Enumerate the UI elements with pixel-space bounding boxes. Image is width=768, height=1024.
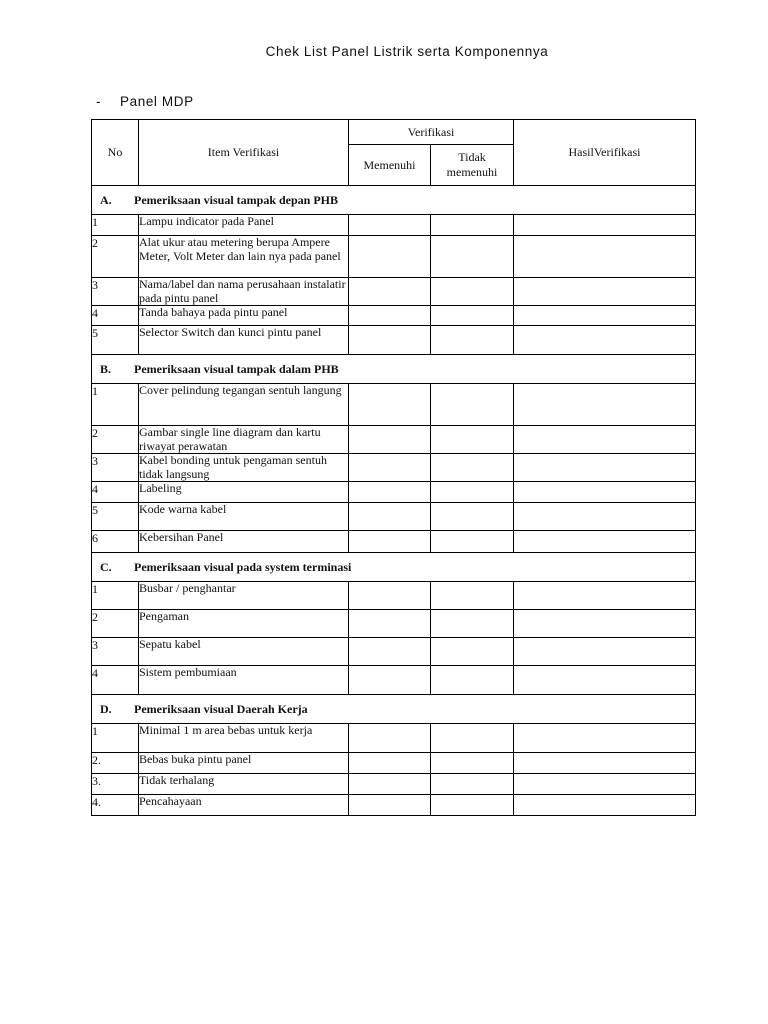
- tidak-memenuhi-cell[interactable]: [431, 774, 514, 795]
- hasil-verifikasi-cell[interactable]: [514, 326, 696, 355]
- memenuhi-cell[interactable]: [349, 236, 431, 278]
- section-title: Pemeriksaan visual Daerah Kerja: [134, 701, 308, 716]
- tidak-memenuhi-cell[interactable]: [431, 795, 514, 816]
- header-item: Item Verifikasi: [139, 120, 349, 186]
- row-number: 6: [92, 531, 139, 553]
- subtitle-text: Panel MDP: [120, 94, 194, 109]
- memenuhi-cell[interactable]: [349, 666, 431, 695]
- tidak-memenuhi-cell[interactable]: [431, 582, 514, 610]
- document-title: Chek List Panel Listrik serta Komponennya: [265, 44, 549, 59]
- subtitle-bullet: -: [96, 94, 102, 109]
- section-letter: D.: [100, 701, 112, 716]
- panel-subtitle: [96, 94, 194, 109]
- tidak-memenuhi-cell[interactable]: [431, 482, 514, 503]
- row-number: 3: [92, 454, 139, 482]
- memenuhi-cell[interactable]: [349, 638, 431, 666]
- section-letter: C.: [100, 559, 112, 574]
- hasil-verifikasi-cell[interactable]: [514, 278, 696, 306]
- row-number: 3: [92, 638, 139, 666]
- memenuhi-cell[interactable]: [349, 426, 431, 454]
- tidak-memenuhi-cell[interactable]: [431, 326, 514, 355]
- hasil-verifikasi-cell[interactable]: [514, 638, 696, 666]
- tidak-memenuhi-cell[interactable]: [431, 753, 514, 774]
- section-title: Pemeriksaan visual tampak depan PHB: [134, 192, 339, 207]
- table-row: [92, 454, 696, 482]
- tidak-memenuhi-cell[interactable]: [431, 426, 514, 454]
- tidak-memenuhi-cell[interactable]: [431, 638, 514, 666]
- row-item: Nama/label dan nama perusahaan instalatir pada pintu panel: [139, 278, 349, 306]
- memenuhi-cell[interactable]: [349, 774, 431, 795]
- hasil-verifikasi-cell[interactable]: [514, 582, 696, 610]
- header-tidak-memenuhi: [431, 145, 514, 186]
- row-number: 3.: [92, 774, 139, 795]
- section-header: [92, 186, 696, 215]
- section-row: [92, 553, 696, 582]
- table-row: [92, 724, 696, 753]
- memenuhi-cell[interactable]: [349, 454, 431, 482]
- header-tidak-line2: memenuhi: [446, 165, 498, 179]
- row-number: 1: [92, 384, 139, 426]
- tidak-memenuhi-cell[interactable]: [431, 503, 514, 531]
- table-row: [92, 531, 696, 553]
- hasil-verifikasi-cell[interactable]: [514, 384, 696, 426]
- tidak-memenuhi-cell[interactable]: [431, 236, 514, 278]
- memenuhi-cell[interactable]: [349, 610, 431, 638]
- row-item: Lampu indicator pada Panel: [139, 215, 349, 236]
- hasil-verifikasi-cell[interactable]: [514, 753, 696, 774]
- hasil-verifikasi-cell[interactable]: [514, 531, 696, 553]
- hasil-verifikasi-cell[interactable]: [514, 503, 696, 531]
- tidak-memenuhi-cell[interactable]: [431, 531, 514, 553]
- table-row: [92, 278, 696, 306]
- header-row-top: [92, 120, 696, 145]
- row-item: Kode warna kabel: [139, 503, 349, 531]
- table-row: [92, 638, 696, 666]
- row-number: 4: [92, 306, 139, 326]
- hasil-verifikasi-cell[interactable]: [514, 724, 696, 753]
- memenuhi-cell[interactable]: [349, 384, 431, 426]
- header-memenuhi: Memenuhi: [349, 145, 431, 186]
- row-number: 4.: [92, 795, 139, 816]
- row-item: Busbar / penghantar: [139, 582, 349, 610]
- row-item: Kabel bonding untuk pengaman sentuh tidak langsung: [139, 454, 349, 482]
- row-item: Sistem pembumiaan: [139, 666, 349, 695]
- row-number: 4: [92, 482, 139, 503]
- row-item: Pengaman: [139, 610, 349, 638]
- checklist-table: [91, 119, 696, 816]
- table-row: [92, 306, 696, 326]
- row-item: Kebersihan Panel: [139, 531, 349, 553]
- table-row: [92, 666, 696, 695]
- row-item: Minimal 1 m area bebas untuk kerja: [139, 724, 349, 753]
- row-item: Selector Switch dan kunci pintu panel: [139, 326, 349, 355]
- table-row: [92, 503, 696, 531]
- section-header: [92, 695, 696, 724]
- table-row: [92, 610, 696, 638]
- row-item: Tanda bahaya pada pintu panel: [139, 306, 349, 326]
- table-row: [92, 753, 696, 774]
- row-item: Labeling: [139, 482, 349, 503]
- table-row: [92, 236, 696, 278]
- tidak-memenuhi-cell[interactable]: [431, 384, 514, 426]
- section-row: [92, 186, 696, 215]
- tidak-memenuhi-cell[interactable]: [431, 610, 514, 638]
- table-row: [92, 326, 696, 355]
- hasil-verifikasi-cell[interactable]: [514, 236, 696, 278]
- header-hasil: HasilVerifikasi: [514, 120, 696, 186]
- hasil-verifikasi-cell[interactable]: [514, 610, 696, 638]
- hasil-verifikasi-cell[interactable]: [514, 215, 696, 236]
- row-number: 4: [92, 666, 139, 695]
- row-number: 2: [92, 426, 139, 454]
- table-row: [92, 482, 696, 503]
- memenuhi-cell[interactable]: [349, 582, 431, 610]
- tidak-memenuhi-cell[interactable]: [431, 215, 514, 236]
- hasil-verifikasi-cell[interactable]: [514, 306, 696, 326]
- memenuhi-cell[interactable]: [349, 724, 431, 753]
- memenuhi-cell[interactable]: [349, 215, 431, 236]
- row-number: 1: [92, 582, 139, 610]
- row-item: Sepatu kabel: [139, 638, 349, 666]
- section-header: [92, 553, 696, 582]
- section-letter: B.: [100, 361, 112, 376]
- section-header: [92, 355, 696, 384]
- tidak-memenuhi-cell[interactable]: [431, 666, 514, 695]
- row-number: 3: [92, 278, 139, 306]
- header-verifikasi: Verifikasi: [349, 120, 514, 145]
- table-row: [92, 215, 696, 236]
- memenuhi-cell[interactable]: [349, 531, 431, 553]
- tidak-memenuhi-cell[interactable]: [431, 724, 514, 753]
- tidak-memenuhi-cell[interactable]: [431, 306, 514, 326]
- hasil-verifikasi-cell[interactable]: [514, 482, 696, 503]
- row-item: Pencahayaan: [139, 795, 349, 816]
- table-row: [92, 795, 696, 816]
- row-number: 2: [92, 236, 139, 278]
- row-item: Tidak terhalang: [139, 774, 349, 795]
- row-number: 1: [92, 215, 139, 236]
- section-row: [92, 695, 696, 724]
- row-item: Gambar single line diagram dan kartu riwayat perawatan: [139, 426, 349, 454]
- header-no: No: [92, 120, 139, 186]
- header-tidak-line1: Tidak: [458, 150, 486, 164]
- hasil-verifikasi-cell[interactable]: [514, 795, 696, 816]
- row-number: 2: [92, 610, 139, 638]
- hasil-verifikasi-cell[interactable]: [514, 666, 696, 695]
- section-title: Pemeriksaan visual pada system terminasi: [134, 559, 352, 574]
- section-letter: A.: [100, 192, 112, 207]
- section-title: Pemeriksaan visual tampak dalam PHB: [134, 361, 339, 376]
- row-number: 5: [92, 326, 139, 355]
- row-item: Cover pelindung tegangan sentuh langung: [139, 384, 349, 426]
- memenuhi-cell[interactable]: [349, 306, 431, 326]
- row-number: 1: [92, 724, 139, 753]
- table-row: [92, 426, 696, 454]
- hasil-verifikasi-cell[interactable]: [514, 454, 696, 482]
- memenuhi-cell[interactable]: [349, 482, 431, 503]
- memenuhi-cell[interactable]: [349, 278, 431, 306]
- row-item: Alat ukur atau metering berupa Ampere Meter, Volt Meter dan lain nya pada panel: [139, 236, 349, 278]
- table-row: [92, 384, 696, 426]
- tidak-memenuhi-cell[interactable]: [431, 278, 514, 306]
- row-number: 5: [92, 503, 139, 531]
- table-row: [92, 774, 696, 795]
- tidak-memenuhi-cell[interactable]: [431, 454, 514, 482]
- memenuhi-cell[interactable]: [349, 326, 431, 355]
- table-row: [92, 582, 696, 610]
- memenuhi-cell[interactable]: [349, 753, 431, 774]
- memenuhi-cell[interactable]: [349, 503, 431, 531]
- hasil-verifikasi-cell[interactable]: [514, 426, 696, 454]
- hasil-verifikasi-cell[interactable]: [514, 774, 696, 795]
- section-row: [92, 355, 696, 384]
- row-number: 2.: [92, 753, 139, 774]
- row-item: Bebas buka pintu panel: [139, 753, 349, 774]
- memenuhi-cell[interactable]: [349, 795, 431, 816]
